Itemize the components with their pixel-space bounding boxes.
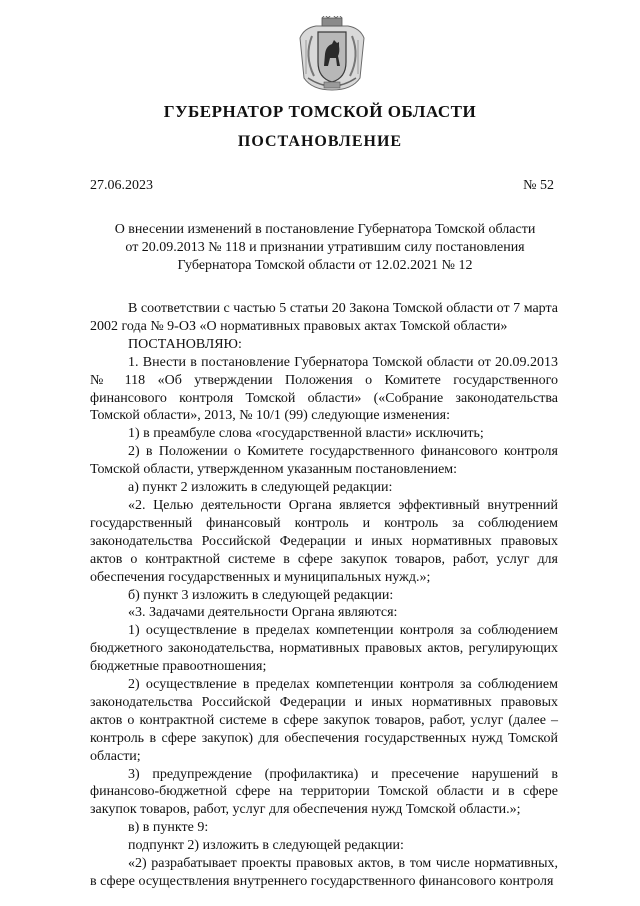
tomsk-coat-of-arms-icon — [294, 16, 370, 92]
authority-title: ГУБЕРНАТОР ТОМСКОЙ ОБЛАСТИ — [163, 102, 477, 121]
document-number: № 52 — [523, 178, 554, 193]
subject-line: Губернатора Томской области от 12.02.2021 № 12 — [177, 258, 473, 273]
document-body — [90, 300, 558, 891]
body-paragraph: подпункт 2) изложить в следующей редакции: — [128, 838, 404, 854]
body-paragraph: 1) осуществление в пределах компетенции контроля за соблюдением бюджетного законодательства, нормативных правовых актов, регулирующих бюджетные правоотношения; — [90, 623, 558, 675]
body-paragraph: «2. Целью деятельности Органа является эффективный внутренний государственный финансовый контроль и контроль за соблюдением законодательства Российской Федерации и иных нормативных правовых актов о контрактной системе в сфере закупок товаров, работ, услуг для обеспечения государственных и муниципальных нужд.»; — [90, 497, 558, 585]
document-date: 27.06.2023 — [90, 178, 153, 193]
body-paragraph: 1. Внести в постановление Губернатора Томской области от 20.09.2013 № 118 «Об утверждении Положения о Комитете государственного финансового контроля Томской области» («Собрание законодательства Томской области», 2013, № 10/1 (99) следующие изменения: — [90, 354, 558, 424]
document-subject — [100, 221, 550, 275]
subject-line: О внесении изменений в постановление Губернатора Томской области — [114, 222, 536, 237]
body-paragraph: 1) в преамбуле слова «государственной власти» исключить; — [128, 426, 484, 442]
body-paragraph: 3) предупреждение (профилактика) и пресечение нарушений в финансово-бюджетной сфере на территории Томской области и в сфере закупок товаров, работ, услуг для обеспечения нужд Томской области.»; — [90, 766, 558, 818]
body-paragraph: 2) осуществление в пределах компетенции контроля за соблюдением законодательства Российской Федерации и иных нормативных правовых актов о контрактной системе в сфере закупок товаров, работ, услуг (далее – контроль в сфере закупок) для обеспечения государственных нужд Томской области; — [90, 677, 558, 764]
body-paragraph: б) пункт 3 изложить в следующей редакции: — [128, 587, 394, 603]
body-paragraph: «2) разрабатывает проекты правовых актов, в том числе нормативных, в сфере осуществления внутреннего государственного финансового контроля — [90, 856, 558, 889]
body-paragraph: «3. Задачами деятельности Органа являются: — [128, 605, 398, 621]
document-type-title: ПОСТАНОВЛЕНИЕ — [237, 133, 403, 150]
body-paragraph: в) в пункте 9: — [128, 820, 209, 836]
body-paragraph: В соответствии с частью 5 статьи 20 Закона Томской области от 7 марта 2002 года № 9-ОЗ «О нормативных правовых актах Томской области» — [90, 301, 558, 334]
decree-word: ПОСТАНОВЛЯЮ: — [128, 336, 242, 352]
body-paragraph: а) пункт 2 изложить в следующей редакции: — [128, 480, 393, 496]
subject-line: от 20.09.2013 № 118 и признании утратившим силу постановления — [125, 240, 525, 255]
body-paragraph: 2) в Положении о Комитете государственного финансового контроля Томской области, утвержденном указанным постановлением: — [90, 444, 558, 478]
